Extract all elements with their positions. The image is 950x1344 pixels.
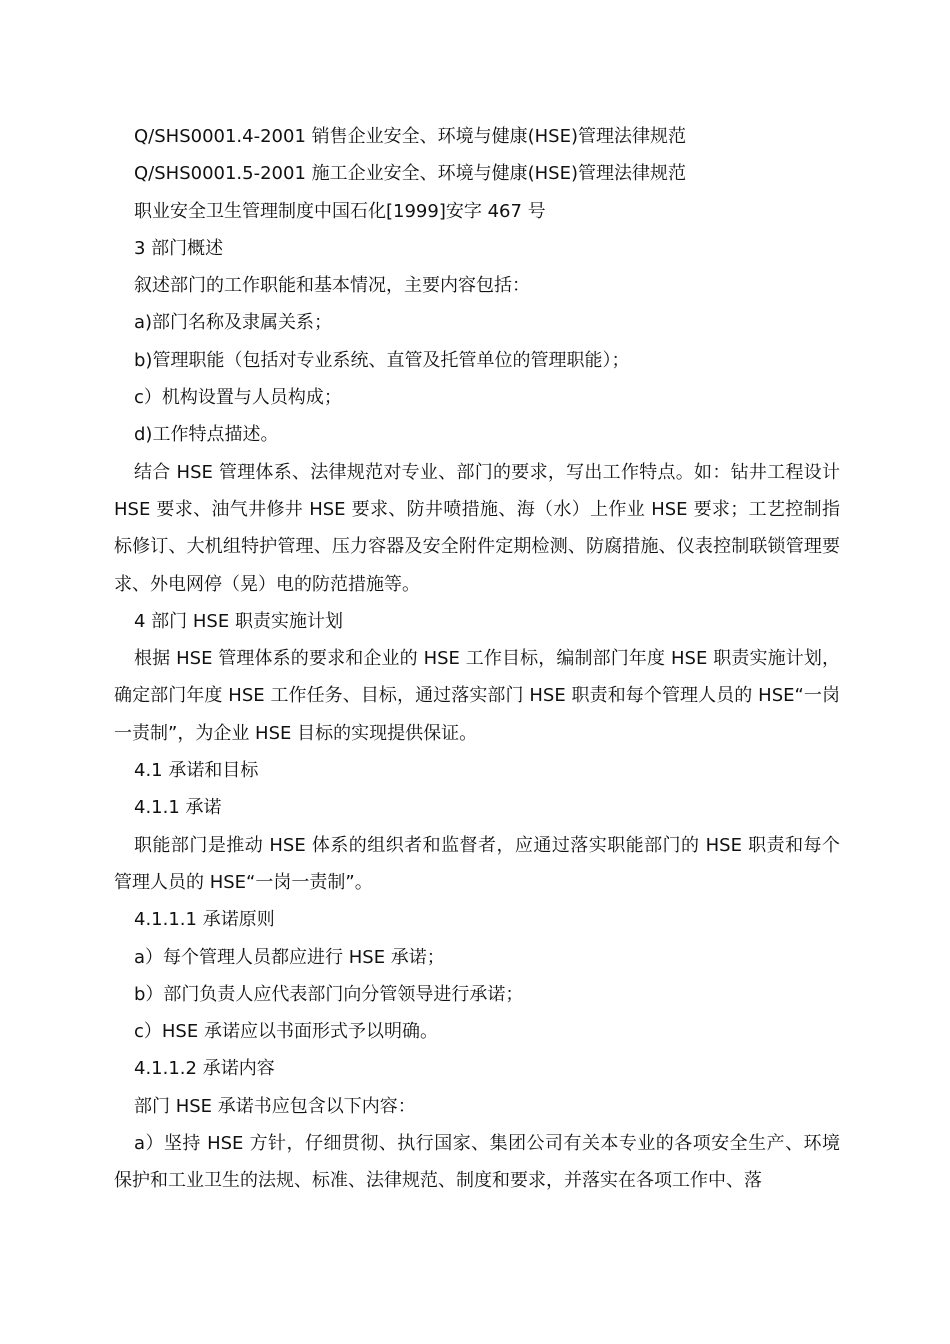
- principle-item-b: b）部门负责人应代表部门向分管领导进行承诺；: [134, 983, 524, 1005]
- commitment-content-intro: 部门 HSE 承诺书应包含以下内容：: [134, 1095, 416, 1117]
- section-heading-4-1-1: 4.1.1 承诺: [134, 797, 222, 819]
- section-heading-3: 3 部门概述: [134, 237, 224, 259]
- section-heading-4: 4 部门 HSE 职责实施计划: [134, 610, 343, 632]
- paragraph-implementation-plan: 根据 HSE 管理体系的要求和企业的 HSE 工作目标，编制部门年度 HSE 职责实施计划，确定部门年度 HSE 工作任务、目标，通过落实部门 HSE 职责和每个管理人员的 HSE“一岗一责制”，为企业 HSE 目标的实现提供保证。: [114, 648, 840, 744]
- principle-item-c: c）HSE 承诺应以书面形式予以明确。: [134, 1021, 438, 1043]
- document-page: [114, 118, 840, 1200]
- paragraph-commitment: 职能部门是推动 HSE 体系的组织者和监督者，应通过落实职能部门的 HSE 职责和每个管理人员的 HSE“一岗一责制”。: [114, 834, 840, 893]
- paragraph-work-characteristics: 结合 HSE 管理体系、法律规范对专业、部门的要求，写出工作特点。如：钻井工程设计 HSE 要求、油气井修井 HSE 要求、防井喷措施、海（水）上作业 HSE 要求；工艺控制指标修订、大机组特护管理、压力容器及安全附件定期检测、防腐措施、仪表控制联锁管理要求、外电网停（晃）电的防范措施等。: [114, 461, 840, 595]
- section-heading-4-1: 4.1 承诺和目标: [134, 760, 259, 782]
- paragraph-content-item-a: a）坚持 HSE 方针，仔细贯彻、执行国家、集团公司有关本专业的各项安全生产、环境保护和工业卫生的法规、标准、法律规范、制度和要求，并落实在各项工作中、落: [114, 1133, 840, 1192]
- standard-ref-2: Q/SHS0001.5-2001 施工企业安全、环境与健康(HSE)管理法律规范: [134, 163, 687, 185]
- standard-ref-3: 职业安全卫生管理制度中国石化[1999]安字 467 号: [134, 200, 546, 222]
- list-item-a: a)部门名称及隶属关系；: [134, 312, 333, 334]
- section-heading-4-1-1-2: 4.1.1.2 承诺内容: [134, 1058, 275, 1080]
- principle-item-a: a）每个管理人员都应进行 HSE 承诺；: [134, 946, 445, 968]
- section-3-intro: 叙述部门的工作职能和基本情况，主要内容包括：: [134, 275, 530, 297]
- list-item-d: d)工作特点描述。: [134, 424, 279, 446]
- section-heading-4-1-1-1: 4.1.1.1 承诺原则: [134, 909, 275, 931]
- standard-ref-1: Q/SHS0001.4-2001 销售企业安全、环境与健康(HSE)管理法律规范: [134, 126, 687, 147]
- list-item-c: c）机构设置与人员构成；: [134, 387, 342, 409]
- list-item-b: b)管理职能（包括对专业系统、直管及托管单位的管理职能）；: [134, 349, 630, 371]
